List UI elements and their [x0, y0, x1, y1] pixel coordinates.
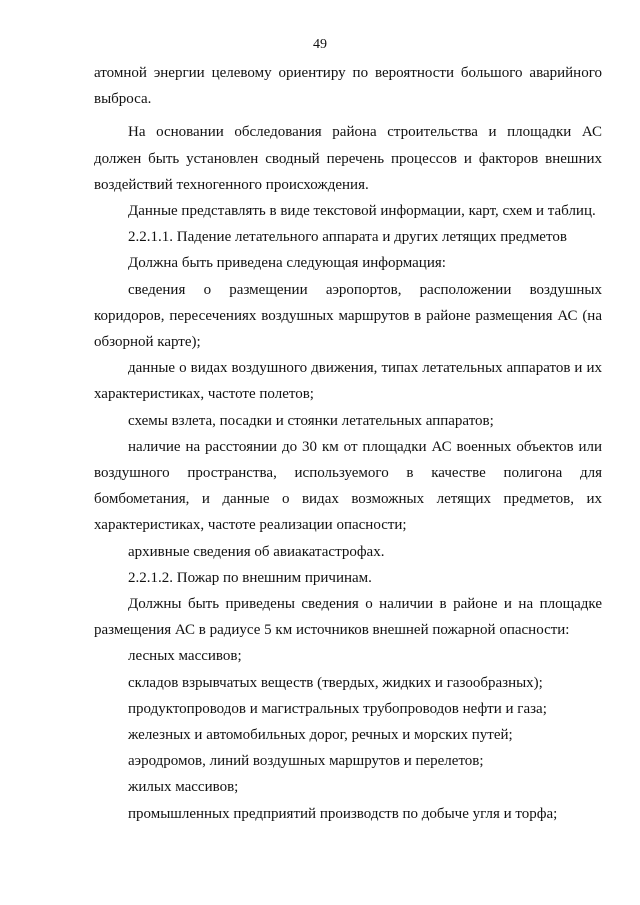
paragraph-continuation: атомной энергии целевому ориентиру по вероятности большого аварийного выброса. [94, 65, 602, 108]
list-item-forests: лесных массивов; [128, 648, 242, 665]
list-item-crash-archive: архивные сведения об авиакатастрофах. [128, 543, 385, 560]
list-item-aerodromes: аэродромов, линий воздушных маршрутов и перелетов; [128, 753, 484, 770]
page-number: 49 [313, 37, 327, 52]
document-body [94, 60, 602, 827]
list-item-roads-waterways: железных и автомобильных дорог, речных и морских путей; [128, 727, 513, 744]
section-heading-external-fire: 2.2.1.2. Пожар по внешним причинам. [128, 569, 372, 586]
paragraph-fire-sources: Должны быть приведены сведения о наличии в районе и на площадке размещения АС в радиусе 5 км источников внешней пожарной опасности: [94, 596, 602, 639]
section-heading-aircraft-crash: 2.2.1.1. Падение летательного аппарата и других летящих предметов [128, 229, 567, 246]
list-item-residential: жилых массивов; [128, 779, 239, 796]
list-item-airports: сведения о размещении аэропортов, расположении воздушных коридоров, пересечениях воздушных маршрутов в районе размещения АС (на обзорной карте); [94, 281, 602, 351]
paragraph-required-info: Должна быть приведена следующая информация: [128, 255, 446, 272]
list-item-industrial: промышленных предприятий производств по добыче угля и торфа; [128, 805, 558, 822]
list-item-military-objects: наличие на расстоянии до 30 км от площадки АС военных объектов или воздушного пространства, используемого в качестве полигона для бомбометания, и данные о видах возможных летящих предметов, их характеристиках, частоте реализации опасности; [94, 438, 602, 534]
paragraph-data-format: Данные представлять в виде текстовой информации, карт, схем и таблиц. [128, 203, 596, 220]
list-item-explosives-storage: складов взрывчатых веществ (твердых, жидких и газообразных); [128, 674, 543, 691]
list-item-takeoff-schemes: схемы взлета, посадки и стоянки летательных аппаратов; [128, 412, 494, 429]
list-item-air-traffic: данные о видах воздушного движения, типах летательных аппаратов и их характеристиках, частоте полетов; [94, 360, 602, 403]
paragraph-survey-basis: На основании обследования района строительства и площадки АС должен быть установлен сводный перечень процессов и факторов внешних воздействий техногенного происхождения. [94, 124, 602, 193]
list-item-pipelines: продуктопроводов и магистральных трубопроводов нефти и газа; [128, 700, 547, 717]
